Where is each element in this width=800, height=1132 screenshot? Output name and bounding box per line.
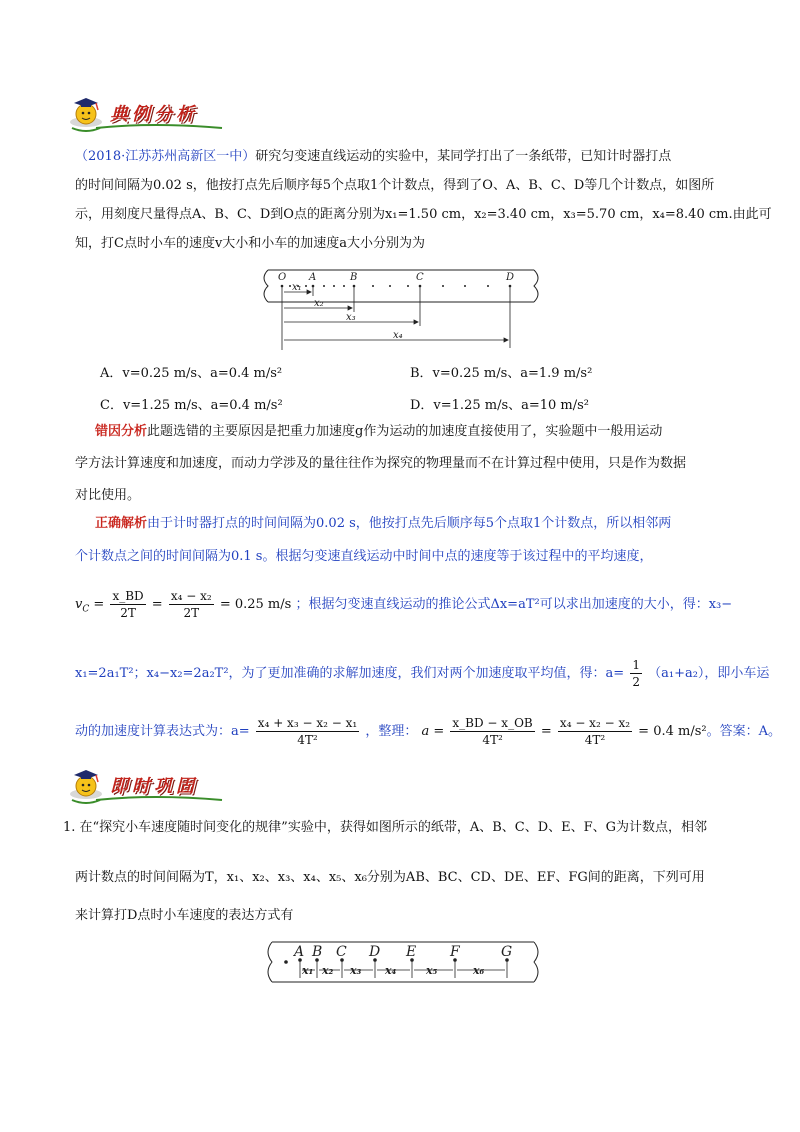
tape2-distance-label: x₅ (426, 964, 438, 977)
problem-line-3: 示，用刻度尺量得点A、B、C、D到O点的距离分别为x₁=1.50 cm，x₂=3.40 cm，x₃=5.70 cm，x₄=8.40 cm.由此可 (75, 207, 772, 222)
tape2-point-label: F (450, 944, 460, 960)
tape2-distance-label: x₁ (302, 964, 314, 977)
correct-analysis-text-1: 由于计时器打点的时间间隔为0.02 s，他按打点先后顺序每5个点取1个计数点，所以相邻两 (147, 516, 672, 531)
correct-analysis-line-1 (95, 514, 671, 534)
tape-drawing-2 (262, 938, 546, 984)
tape2-distance-label: x₄ (385, 964, 397, 977)
tape2-distance-label: x₆ (473, 964, 485, 977)
formula2-head: x₁=2a₁T²；x₄−x₂=2a₂T²，为了更加准确的求解加速度，我们对两个加速度取平均值，得：a= (75, 666, 625, 681)
tape-figure-1 (258, 266, 550, 350)
problem-line-1 (75, 147, 671, 167)
formula-accel-expr-row: 动的加速度计算表达式为：a= $\frac{\text{x₄ + x₃ − x₂ − x₁}}{\text{4T²}}$ ，整理： a = $\frac{x\_BD - x\_OB}{\text{4T²}}$ = $\frac{\text{x₄ − x₂ − x₂}}{\text{4T²}}$ = 0.4 m/s²。答案：A。 (75, 716, 781, 747)
section-header-practice (68, 766, 228, 806)
problem-text-1: 研究匀变速直线运动的实验中，某同学打出了一条纸带，已知计时器打点 (255, 149, 672, 164)
formula3-mid: ，整理： (365, 724, 418, 739)
error-analysis-text-1: 此题选错的主要原因是把重力加速度g作为运动的加速度直接使用了，实验题中一般用运动 (147, 424, 663, 439)
formula-velocity-result: = 0.25 m/s (219, 597, 292, 612)
tape1-point-label: C (416, 272, 424, 283)
formula-v-sub: C (82, 604, 90, 615)
tape1-point-label: D (506, 272, 515, 283)
formula-frac-half: $\frac{1}{2}$ (632, 658, 640, 689)
tape2-point-label: G (501, 944, 513, 960)
formula3-result: = 0.4 m/s² (638, 724, 707, 739)
formula-accel-avg-row (75, 657, 769, 690)
error-analysis-line-2: 学方法计算速度和加速度，而动力学涉及的量往往作为探究的物理量而不在计算过程中使用，只是作为数据 (75, 456, 687, 471)
question1-line-2: 两计数点的时间间隔为T，x₁、x₂、x₃、x₄、x₅、x₆分别为AB、BC、CD、DE、EF、FG间的距离，下列可用 (75, 870, 705, 885)
option-b[interactable]: B．v=0.25 m/s、a=1.9 m/s² (410, 366, 593, 381)
option-d[interactable]: D．v=1.25 m/s、a=10 m/s² (410, 398, 590, 413)
tape1-distance-label: x₂ (314, 298, 324, 309)
problem-line-4: 知，打C点时小车的速度v大小和小车的加速度a大小分别为为 (75, 236, 426, 251)
section-title-practice: 即时巩固 (110, 776, 198, 797)
formula3-head: 动的加速度计算表达式为：a= (75, 724, 250, 739)
tape1-distance-label: x₄ (393, 330, 403, 341)
tape2-point-label: C (336, 944, 347, 960)
correct-analysis-label: 正确解析 (95, 516, 148, 531)
formula-v: v (75, 597, 83, 612)
formula3-answer: 。答案：A。 (706, 724, 781, 739)
formula-frac-xbd: $\frac{x\_BD}{2T}$ (112, 589, 144, 620)
error-analysis-line-1 (95, 422, 662, 442)
formula-frac-x4x2x2: $\frac{\text{x₄ − x₂ − x₂}}{\text{4T²}}$ (559, 716, 631, 747)
error-analysis-label: 错因分析 (95, 424, 148, 439)
error-analysis-line-3: 对比使用。 (75, 488, 141, 503)
tape-drawing-1 (258, 266, 550, 350)
tape1-point-label: B (350, 272, 358, 283)
tape2-point-label: E (406, 944, 417, 960)
tape1-distance-label: x₁ (292, 282, 302, 293)
tape2-point-label: B (312, 944, 323, 960)
section-title-examples: 典例分析 (110, 104, 198, 125)
tape-figure-2 (262, 938, 546, 984)
tape1-point-label: A (309, 272, 317, 283)
formula-velocity-row: $v_C$ = $\frac{x\_BD}{2T}$ = $\frac{\text{x₄ − x₂}}{2T}$ = 0.25 m/s ；根据匀变速直线运动的推论公式Δx=aT²可以求出加速度的大小，得：x₃− (75, 589, 733, 620)
question1-line-3: 来计算打D点时小车速度的表达方式有 (75, 908, 294, 923)
tape1-distance-label: x₃ (346, 312, 356, 323)
formula2-tail: （a₁+a₂），即小车运 (648, 666, 770, 681)
option-a[interactable]: A．v=0.25 m/s、a=0.4 m/s² (100, 366, 283, 381)
formula-frac-x4x2: $\frac{\text{x₄ − x₂}}{2T}$ (170, 589, 212, 620)
formula-tail-1: ；根据匀变速直线运动的推论公式Δx=aT²可以求出加速度的大小，得：x₃− (295, 597, 733, 612)
tape2-distance-label: x₃ (350, 964, 362, 977)
section-header-examples (68, 94, 228, 134)
formula-frac-xbd-xob: $\frac{x\_BD - x\_OB}{\text{4T²}}$ (452, 716, 533, 747)
correct-analysis-line-2: 个计数点之间的时间间隔为0.1 s。根据匀变速直线运动中时间中点的速度等于该过程中的平均速度， (75, 549, 653, 564)
problem-source: （2018·江苏苏州高新区一中） (75, 149, 256, 164)
option-c[interactable]: C．v=1.25 m/s、a=0.4 m/s² (100, 398, 283, 413)
tape2-point-label: A (294, 944, 305, 960)
question1-line-1: 1. 在“探究小车速度随时间变化的规律”实验中，获得如图所示的纸带，A、B、C、D、E、F、G为计数点，相邻 (63, 820, 708, 835)
tape1-point-label: O (278, 272, 287, 283)
problem-line-2: 的时间间隔为0.02 s，他按打点先后顺序每5个点取1个计数点，得到了O、A、B、C、D等几个计数点，如图所 (75, 178, 715, 193)
formula-frac-sum: $\frac{\text{x₄ + x₃ − x₂ − x₁}}{\text{4T²}}$ (257, 716, 358, 747)
tape2-point-label: D (369, 944, 381, 960)
tape2-distance-label: x₂ (322, 964, 334, 977)
